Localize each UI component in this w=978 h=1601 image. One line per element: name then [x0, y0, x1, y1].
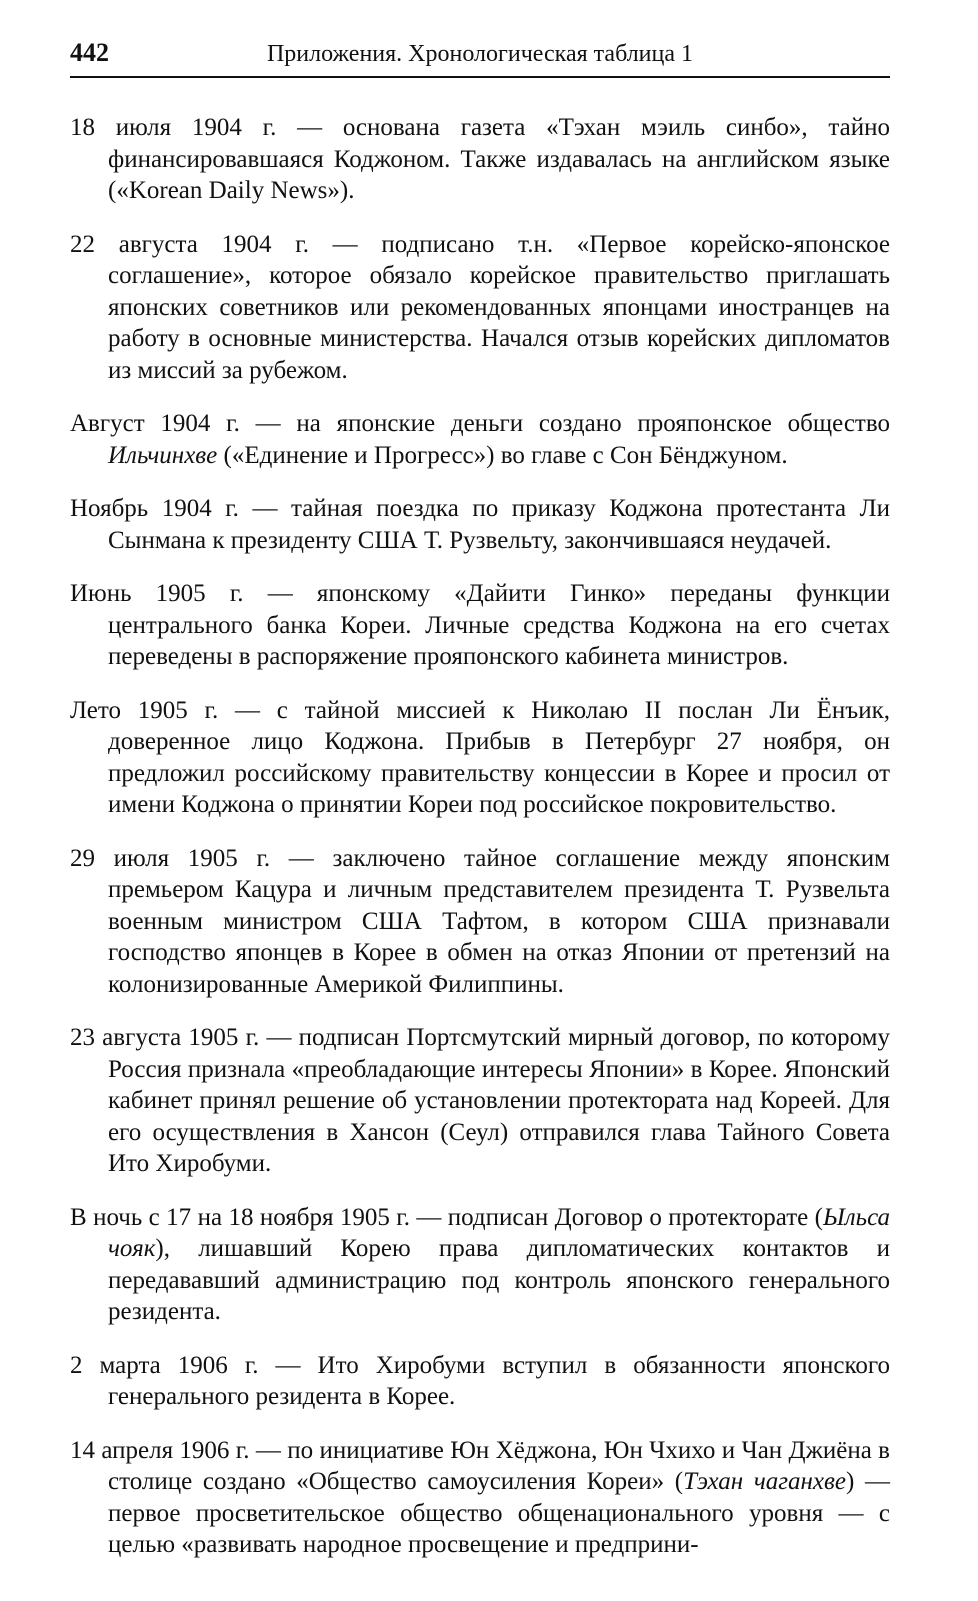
- page-header: [70, 38, 890, 78]
- chronology-entry: [70, 1202, 890, 1328]
- running-title: Приложения. Хронологическая таблица 1: [266, 41, 694, 67]
- entry-term: Тэхан чаганхве: [683, 1468, 846, 1495]
- chronology-entry: [70, 408, 890, 471]
- entry-date: 2 марта 1906 г.: [70, 1351, 259, 1379]
- entry-term: Ыльса чояк: [108, 1203, 891, 1262]
- chronology-entry: [70, 843, 890, 1001]
- entry-date: В ночь с 17 на 18 ноября 1905 г.: [70, 1203, 410, 1231]
- entry-text: — по инициативе Юн Хёджона, Юн Чхихо и Чан Джиёна в столице создано «Общество самоусиления Кореи» (: [108, 1436, 890, 1495]
- chronology-entry: [70, 1022, 890, 1180]
- entry-date: Ноябрь 1904 г.: [70, 495, 239, 522]
- entry-text: — подписан Портсмутский мирный договор, по которому Россия признала «преобладающие интересы Японии» в Корее. Японский кабинет принял решение об установлении протектората над Кореей. Для его осуществления в Хансон (Сеул) отправился глава Тайного Совета Ито Хиробуми.: [108, 1024, 891, 1177]
- entry-date: Июнь 1905 г.: [70, 580, 244, 607]
- entry-text: — тайная поездка по приказу Коджона протестанта Ли Сынмана к президенту США Т. Рузвельту, закончившаяся неудачей.: [108, 495, 890, 554]
- chronology-entry: [70, 229, 890, 387]
- entry-text: — подписано т.н. «Первое корейско-японское соглашение», которое обязало корейское правительство приглашать японских советников или рекомендованных японцами иностранцев на работу в основные министерства. Начался отзыв корейских дипломатов из миссий за рубежом.: [108, 230, 890, 384]
- page-number: 442: [70, 38, 109, 67]
- entry-text: — заключено тайное соглашение между японским премьером Кацура и личным представителем президента Т. Рузвельта военным министром США Тафтом, в котором США признавали господство японцев в Корее в обмен на отказ Японии от претензий на колонизированные Америкой Филиппины.: [108, 844, 890, 998]
- entry-text: ) — первое просветительское общество общенационального уровня — с целью «развивать народное просвещение и предприни-: [108, 1468, 890, 1558]
- entry-text: — основана газета «Тэхан мэиль синбо», тайно финансировавшаяся Коджоном. Также издавалась на английском языке («Korean Daily News»).: [108, 114, 891, 204]
- chronology-entries: [70, 112, 890, 1561]
- entry-date: 22 августа 1904 г.: [70, 230, 309, 258]
- chronology-entry: [70, 112, 890, 207]
- entry-date: 29 июля 1905 г.: [70, 844, 271, 872]
- entry-text: — с тайной миссией к Николаю II послан Ли Ёнъик, доверенное лицо Коджона. Прибыв в Петербург 27 ноября, он предложил российскому правительству концессии в Корее и просил от имени Коджона о принятии Кореи под российское покровительство.: [108, 696, 890, 818]
- entry-date: 18 июля 1904 г.: [70, 114, 277, 141]
- entry-text: («Единение и Прогресс») во главе с Сон Бёнджуном.: [217, 441, 788, 469]
- book-page: [70, 38, 890, 1583]
- chronology-entry: [70, 695, 890, 821]
- entry-date: Лето 1905 г.: [70, 696, 219, 724]
- chronology-entry: [70, 1350, 890, 1413]
- entry-text: — японскому «Дайити Гинко» переданы функции центрального банка Кореи. Личные средства Коджона на его счетах переведены в распоряжение прояпонского кабинета министров.: [108, 580, 890, 670]
- entry-date: 23 августа 1905 г.: [70, 1024, 260, 1051]
- entry-text: — Ито Хиробуми вступил в обязанности японского генерального резидента в Корее.: [108, 1351, 890, 1410]
- entry-text: ), лишавший Корею права дипломатических контактов и передававший администрацию под контроль японского генерального резидента.: [108, 1235, 890, 1325]
- chronology-entry: [70, 578, 890, 673]
- entry-text: — подписан Договор о протекторате (: [409, 1203, 823, 1231]
- entry-date: 14 апреля 1906 г.: [70, 1436, 250, 1464]
- chronology-entry: [70, 493, 890, 556]
- entry-term: Ильчинхве: [108, 441, 218, 469]
- entry-date: Август 1904 г.: [70, 410, 240, 437]
- chronology-entry: [70, 1435, 890, 1561]
- entry-text: — на японские деньги создано прояпонское общество: [239, 410, 890, 437]
